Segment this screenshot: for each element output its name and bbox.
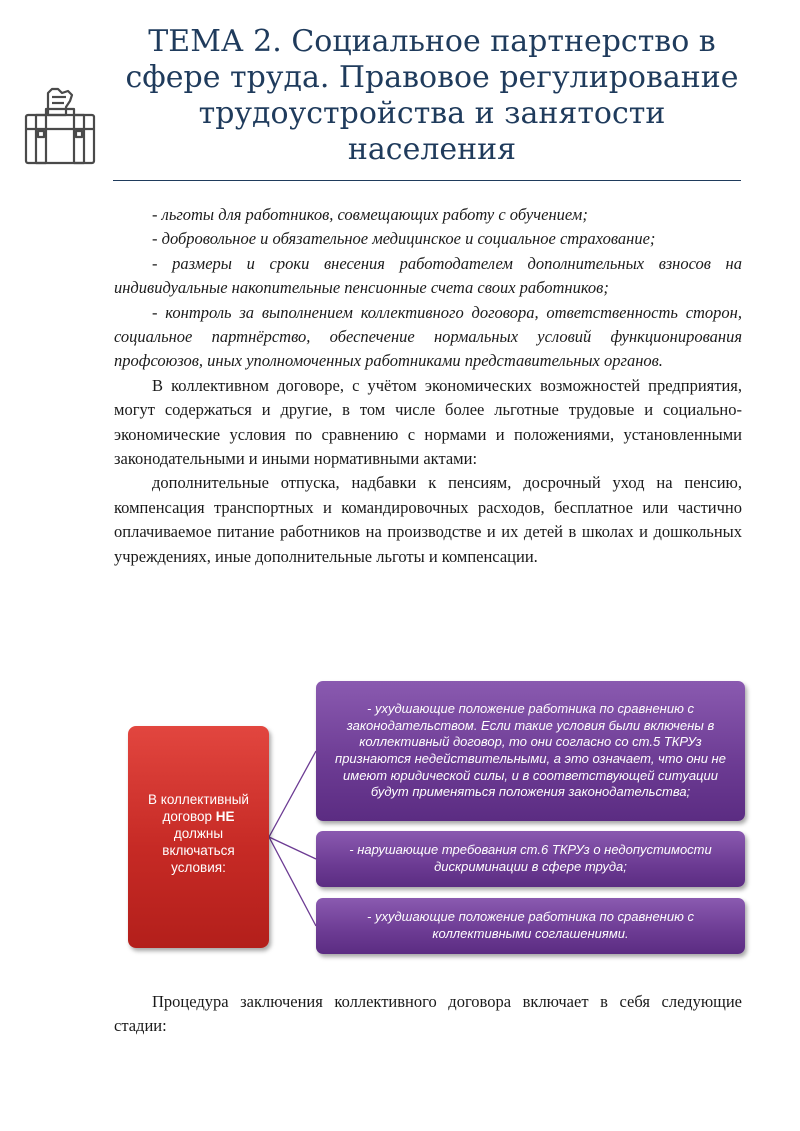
paragraph: дополнительные отпуска, надбавки к пенсиям, досрочный уход на пенсию, компенсация транспортных и командировочных расходов, бесплатное или частично оплачиваемое питание работников на производстве и их детей в школах и дошкольных учреждениях, иные дополнительные льготы и компенсации. (114, 473, 742, 566)
bullet-item: - добровольное и обязательное медицинское и социальное страхование; (152, 229, 656, 249)
bullet-item: - размеры и сроки внесения работодателем дополнительных взносов на индивидуальные накопительные пенсионные счета своих работников; (114, 253, 742, 298)
main-label-emphasis: НЕ (215, 808, 235, 824)
page-title: ТЕМА 2. Социальное партнерство в сфере труда. Правовое регулирование трудоустройства и занятости населения (125, 24, 739, 167)
bullet-item: - контроль за выполнением коллективного договора, ответственность сторон, социальное партнёрство, обеспечение нормальных условий функционирования профсоюзов, иных уполномоченных работниками представительных органов. (114, 302, 742, 371)
main-condition-box (128, 726, 269, 948)
title-divider (113, 180, 741, 181)
paragraph: В коллективном договоре, с учётом экономических возможностей предприятия, могут содержаться и другие, в том числе более льготные трудовые и социально-экономические условия по сравнению с нормами и положениями, установленными законодательными и иными нормативными актами: (114, 375, 742, 469)
condition-item-2: - нарушающие требования ст.6 ТКРУз о недопустимости дискриминации в сфере труда; (316, 831, 745, 887)
body-text (114, 203, 742, 569)
condition-item-3: - ухудшающие положение работника по сравнению с коллективными соглашениями. (316, 898, 745, 954)
bullet-item: - льготы для работников, совмещающих работу с обучением; (152, 205, 588, 224)
main-label-before: В коллективный договор (148, 791, 249, 824)
briefcase-hand-icon (22, 85, 98, 167)
main-label-after: должны включаться условия: (162, 825, 235, 875)
condition-item-1: - ухудшающие положение работника по сравнению с законодательством. Если такие условия были включены в коллективный договор, то они согласно со ст.5 ТКРУз признаются недействительными, а это означает, что они не имеют юридической силы, и в соответствующей ситуации будут применяться положения законодательства; (316, 681, 745, 821)
conditions-diagram (0, 670, 800, 970)
paragraph: Процедура заключения коллективного договора включает в себя следующие стадии: (114, 992, 742, 1036)
footer-text (114, 990, 742, 1039)
